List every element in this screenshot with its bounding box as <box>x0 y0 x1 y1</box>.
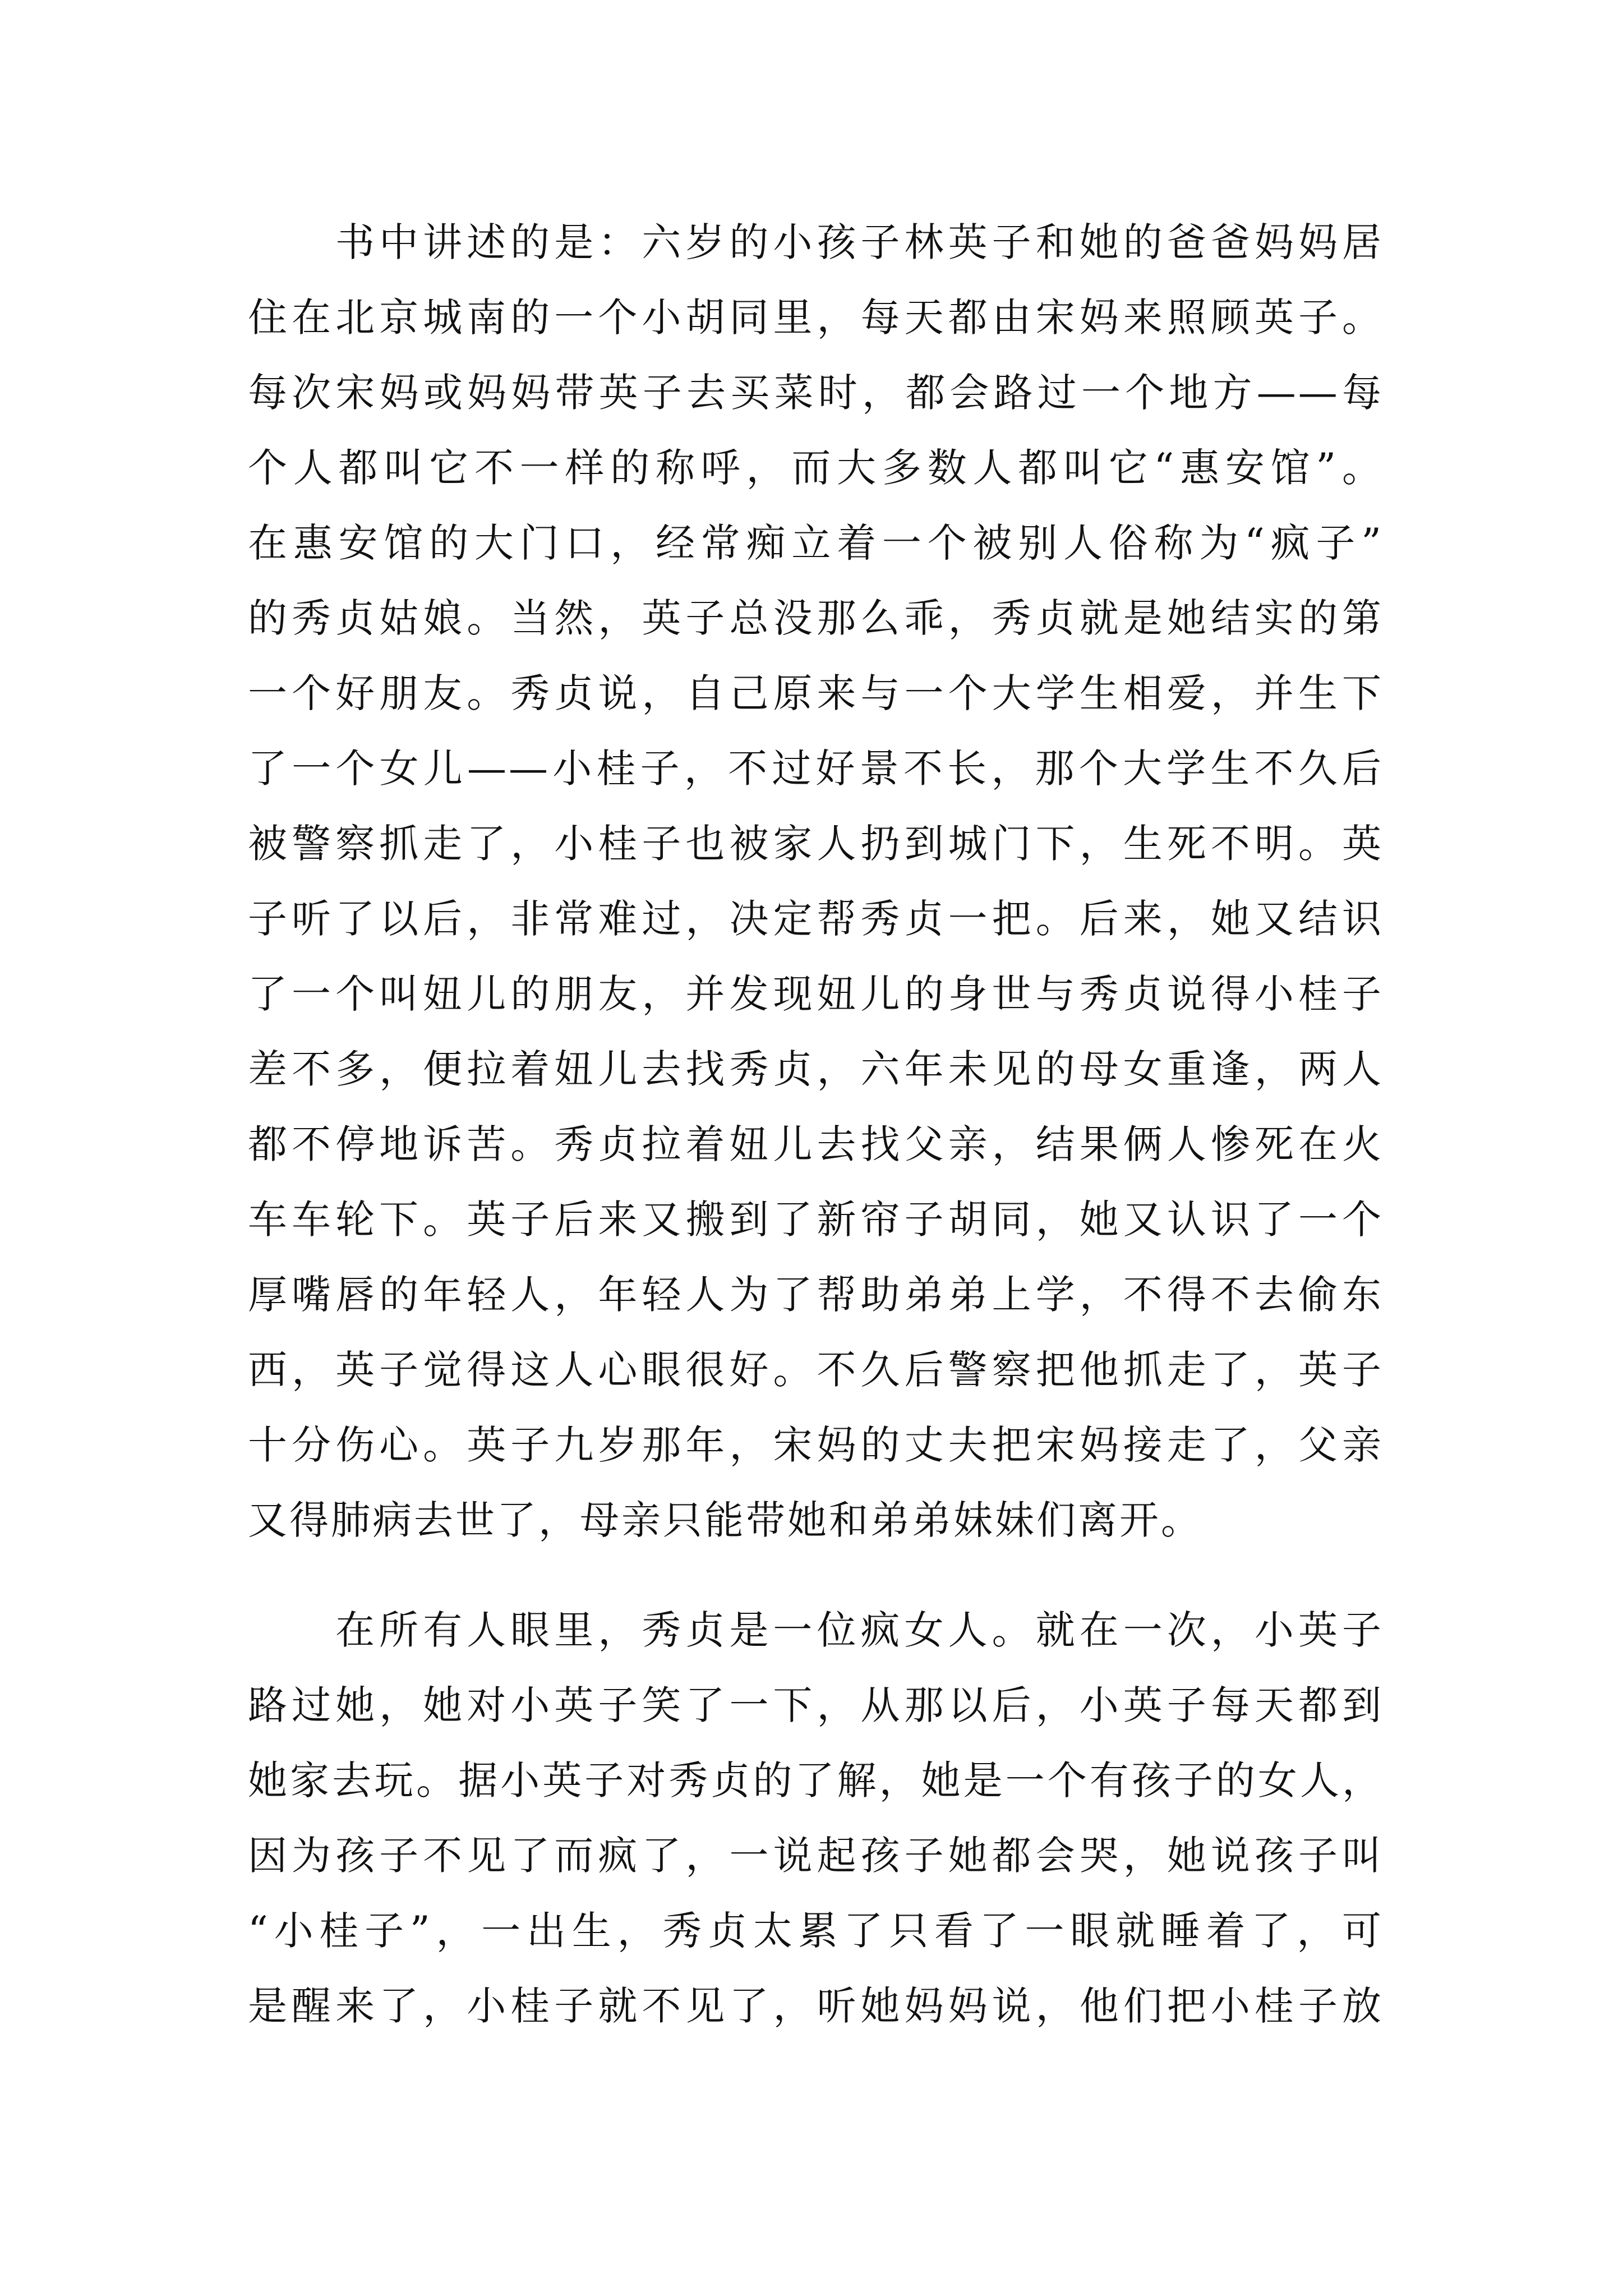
paragraph-1-line-15: 厚嘴唇的年轻人，年轻人为了帮助弟弟上学，不得不去偷东 <box>248 1272 1384 1318</box>
paragraph-1-line-6: 的秀贞姑娘。当然，英子总没那么乖，秀贞就是她结实的第 <box>248 595 1384 641</box>
paragraph-1-line-3: 每次宋妈或妈妈带英子去买菜时，都会路过一个地方——每 <box>248 370 1384 416</box>
paragraph-1-line-16: 西，英子觉得这人心眼很好。不久后警察把他抓走了，英子 <box>248 1347 1384 1393</box>
paragraph-2-line-6: 是醒来了，小桂子就不见了，听她妈妈说，他们把小桂子放 <box>248 1983 1384 2029</box>
paragraph-2-line-2: 路过她，她对小英子笑了一下，从那以后，小英子每天都到 <box>248 1682 1384 1728</box>
paragraph-1-line-5: 在惠安馆的大门口，经常痴立着一个被别人俗称为“疯子” <box>248 520 1384 566</box>
paragraph-1-line-10: 子听了以后，非常难过，决定帮秀贞一把。后来，她又结识 <box>248 896 1384 942</box>
paragraph-1-line-1: 书中讲述的是：六岁的小孩子林英子和她的爸爸妈妈居 <box>335 219 1384 265</box>
paragraph-1-line-11: 了一个叫妞儿的朋友，并发现妞儿的身世与秀贞说得小桂子 <box>248 971 1384 1017</box>
paragraph-1-line-2: 住在北京城南的一个小胡同里，每天都由宋妈来照顾英子。 <box>248 295 1384 341</box>
paragraph-1-line-18: 又得肺病去世了，母亲只能带她和弟弟妹妹们离开。 <box>248 1497 1202 1543</box>
paragraph-2-line-3: 她家去玩。据小英子对秀贞的了解，她是一个有孩子的女人， <box>248 1757 1384 1803</box>
paragraph-1-line-4: 个人都叫它不一样的称呼，而大多数人都叫它“惠安馆”。 <box>248 445 1384 491</box>
paragraph-2-line-5: “小桂子”，一出生，秀贞太累了只看了一眼就睡着了，可 <box>248 1908 1384 1954</box>
paragraph-1-line-8: 了一个女儿——小桂子，不过好景不长，那个大学生不久后 <box>248 746 1384 792</box>
paragraph-1-line-14: 车车轮下。英子后来又搬到了新帘子胡同，她又认识了一个 <box>248 1197 1384 1243</box>
paragraph-1-line-9: 被警察抓走了，小桂子也被家人扔到城门下，生死不明。英 <box>248 821 1384 867</box>
paragraph-2-line-1: 在所有人眼里，秀贞是一位疯女人。就在一次，小英子 <box>335 1607 1384 1653</box>
paragraph-1-line-12: 差不多，便拉着妞儿去找秀贞，六年未见的母女重逢，两人 <box>248 1046 1384 1092</box>
paragraph-2-line-4: 因为孩子不见了而疯了，一说起孩子她都会哭，她说孩子叫 <box>248 1833 1384 1879</box>
paragraph-1-line-17: 十分伤心。英子九岁那年，宋妈的丈夫把宋妈接走了，父亲 <box>248 1422 1384 1468</box>
paragraph-1-line-7: 一个好朋友。秀贞说，自己原来与一个大学生相爱，并生下 <box>248 670 1384 716</box>
paragraph-1-line-13: 都不停地诉苦。秀贞拉着妞儿去找父亲，结果俩人惨死在火 <box>248 1121 1384 1167</box>
